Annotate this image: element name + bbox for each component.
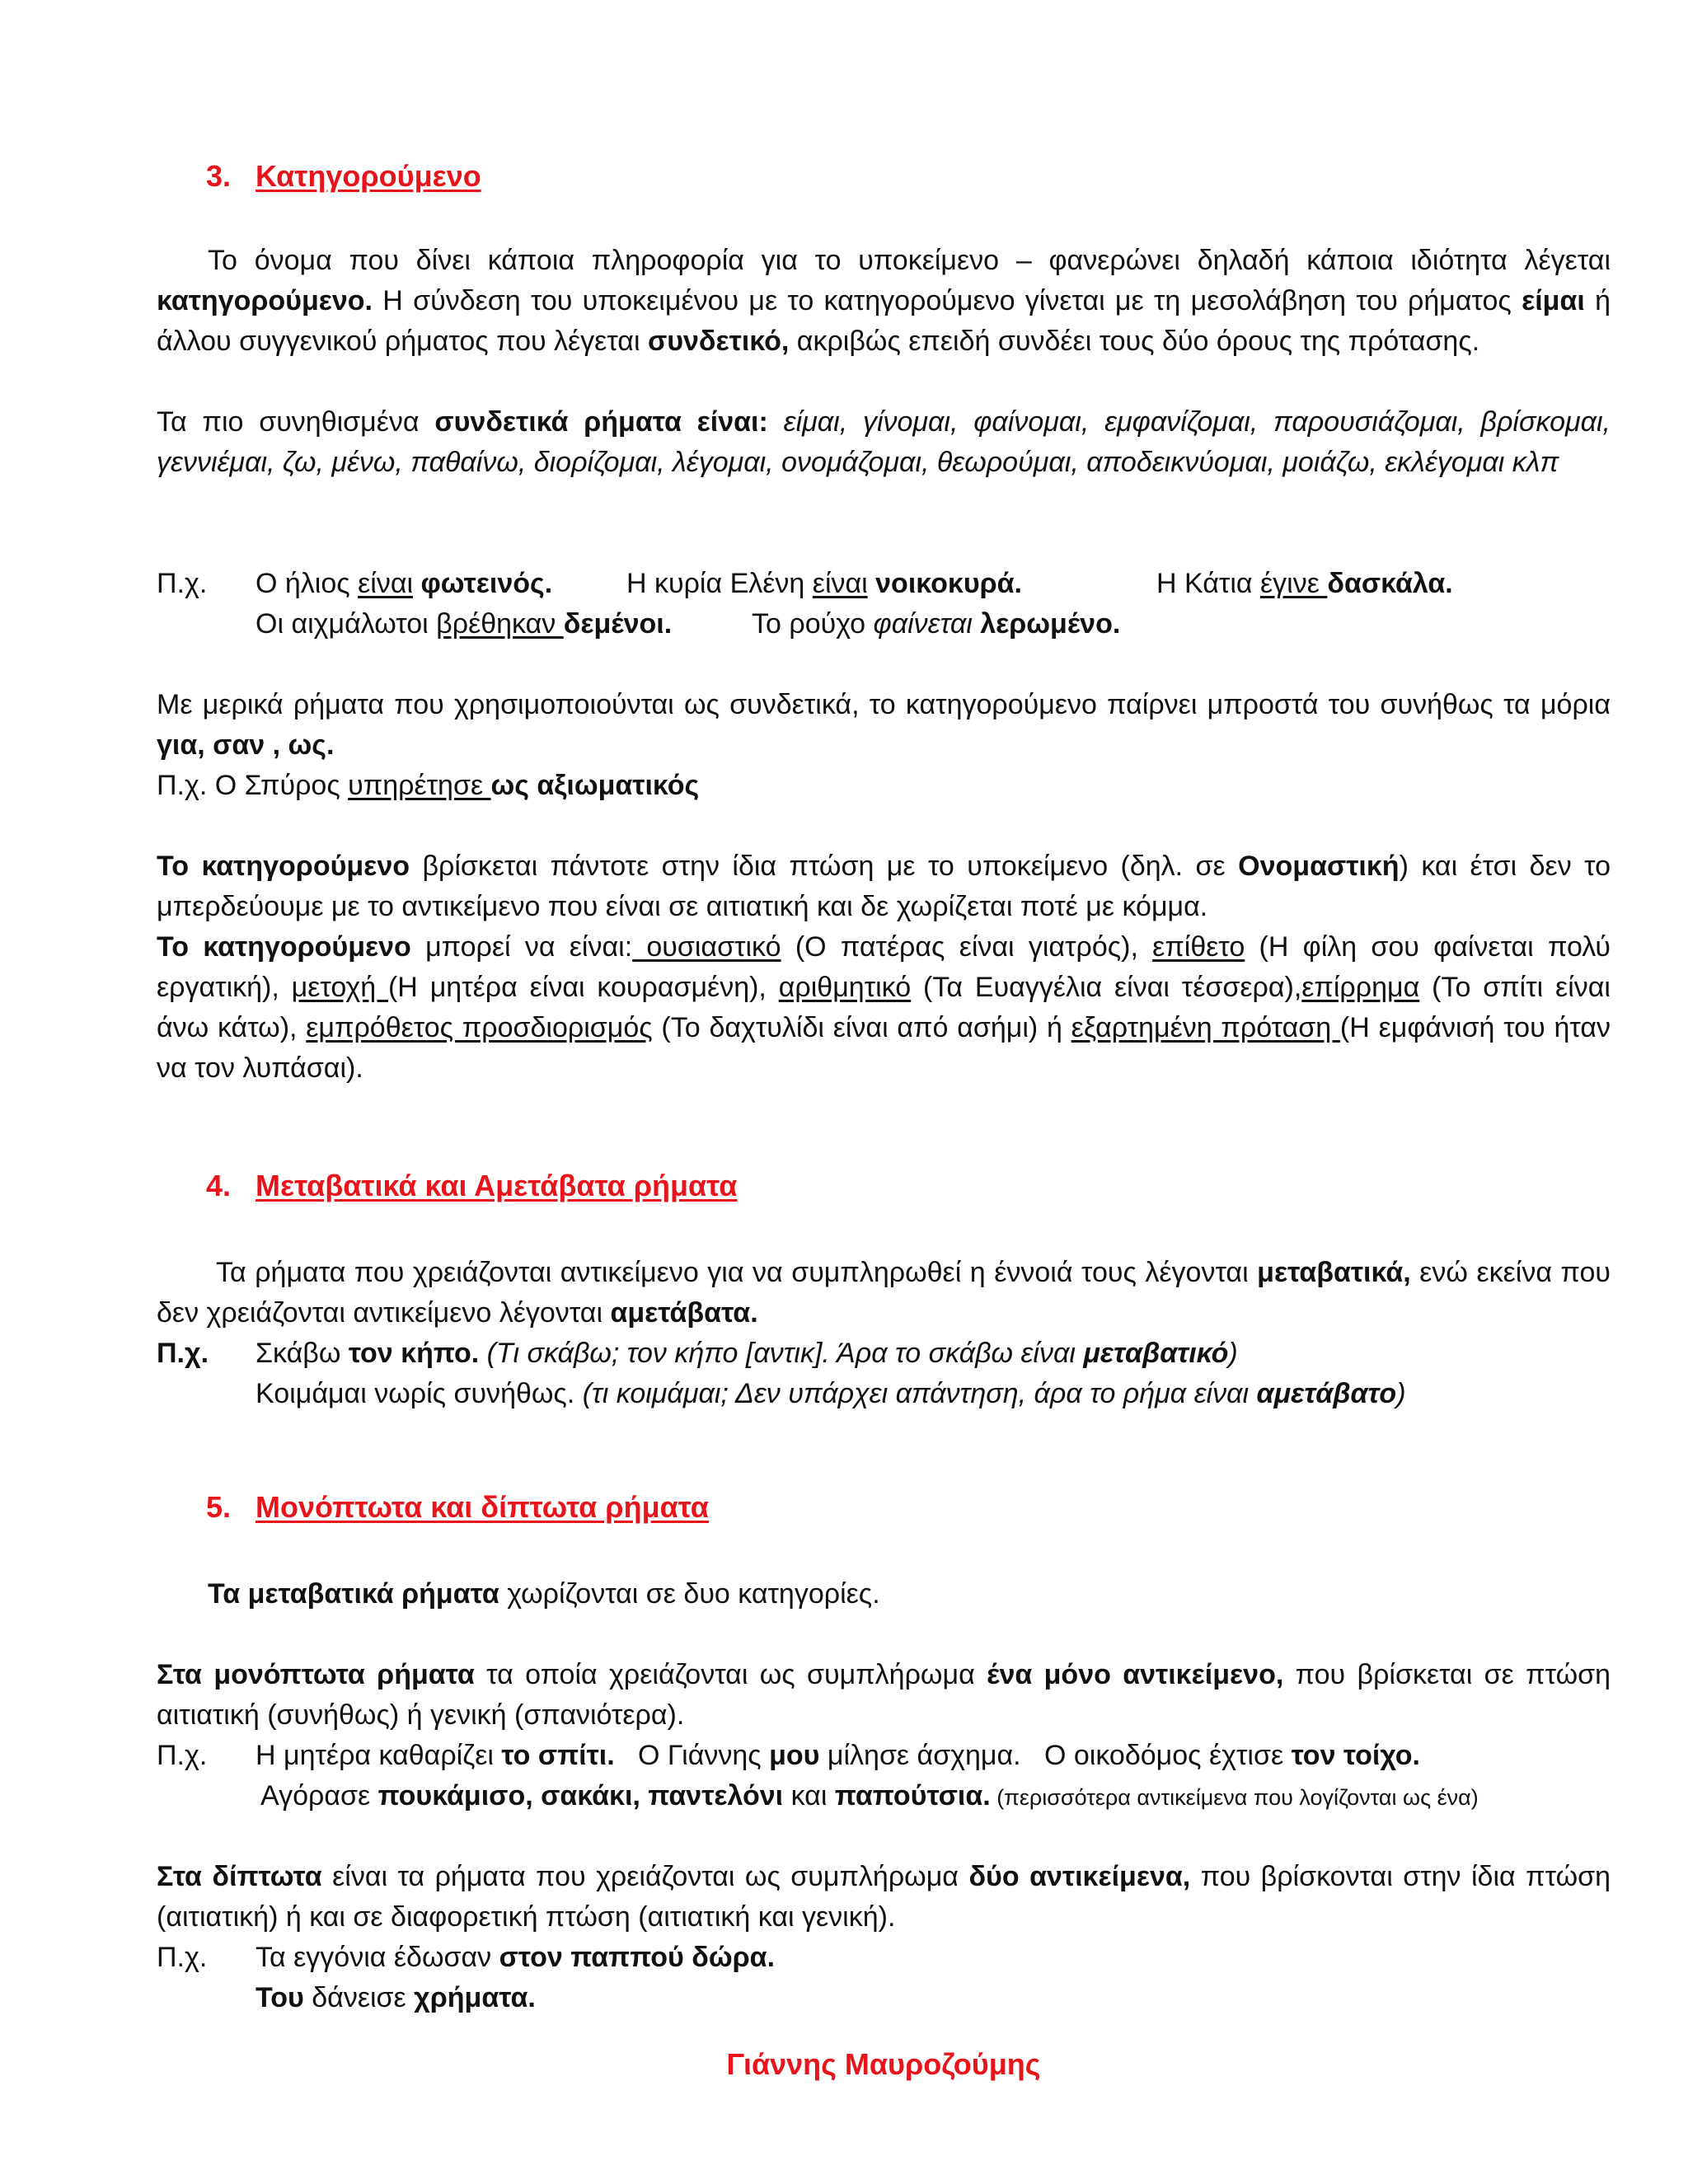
paragraph: Τα μεταβατικά ρήματα χωρίζονται σε δυο κατηγορίες. <box>208 1578 880 1610</box>
paragraph: Τα ρήματα που χρειάζονται αντικείμενο για να συμπληρωθεί η έννοιά τους λέγονται μεταβατικά, ενώ εκείνα που δεν χρειάζονται αντικείμενο λέγονται αμετάβατα. <box>157 1257 1611 1329</box>
example-label: Π.χ. <box>157 1740 208 1771</box>
section-title: Κατηγορούμενο <box>256 159 481 193</box>
example-line: Η Κάτια έγινε δασκάλα. <box>1156 568 1453 599</box>
section-title: Μεταβατικά και Αμετάβατα ρήματα <box>256 1169 738 1202</box>
section-4-heading <box>206 1169 737 1210</box>
paragraph: Στα δίπτωτα είναι τα ρήματα που χρειάζονται ως συμπλήρωμα δύο αντικείμενα, που βρίσκονται στην ίδια πτώση (αιτιατική) ή και σε διαφορετική πτώση (αιτιατική και γενική). <box>157 1861 1611 1933</box>
example-line: Η κυρία Ελένη είναι νοικοκυρά. <box>626 568 1023 599</box>
example-line: Οι αιχμάλωτοι βρέθηκαν δεμένοι. <box>256 608 673 640</box>
example-label: Π.χ. <box>157 1942 208 1973</box>
section-number: 5. <box>206 1490 232 1524</box>
example-line: Η μητέρα καθαρίζει το σπίτι. Ο Γιάννης μου μίλησε άσχημα. Ο οικοδόμος έχτισε τον τοίχο. <box>256 1740 1420 1771</box>
paragraph: Τα πιο συνηθισμένα συνδετικά ρήματα είναι: είμαι, γίνομαι, φαίνομαι, εμφανίζομαι, παρουσιάζομαι, βρίσκομαι, γεννιέμαι, ζω, μένω, παθαίνω, διορίζομαι, λέγομαι, ονομάζομαι, θεωρούμαι, αποδεικνύομαι, μοιάζω, εκλέγομαι κλπ <box>157 406 1611 478</box>
paragraph: Το κατηγορούμενο βρίσκεται πάντοτε στην ίδια πτώση με το υποκείμενο (δηλ. σε Ονομαστική) και έτσι δεν το μπερδεύουμε με το αντικείμενο που είναι σε αιτιατική και δε χωρίζεται ποτέ με κόμμα. <box>157 851 1611 922</box>
example-label: Π.χ. <box>157 1338 209 1369</box>
example-label: Π.χ. <box>157 568 208 599</box>
example-line: Τα εγγόνια έδωσαν στον παππού δώρα. <box>256 1942 776 1973</box>
section-number: 3. <box>206 159 232 193</box>
paragraph: Το κατηγορούμενο μπορεί να είναι: ουσιαστικό (Ο πατέρας είναι γιατρός), επίθετο (Η φίλη σου φαίνεται πολύ εργατική), μετοχή (Η μητέρα είναι κουρασμένη), αριθμητικό (Τα Ευαγγέλια είναι τέσσερα),επίρρημα (Το σπίτι είναι άνω κάτω), εμπρόθετος προσδιορισμός (Το δαχτυλίδι είναι από ασήμι) ή εξαρτημένη πρόταση (Η εμφάνισή του ήταν να τον λυπάσαι). <box>157 931 1611 1084</box>
example-line: Του δάνεισε χρήματα. <box>256 1982 536 2013</box>
example-line: Π.χ. Ο Σπύρος υπηρέτησε ως αξιωματικός <box>157 770 700 801</box>
section-number: 4. <box>206 1169 232 1202</box>
author-name: Γιάννης Μαυροζούμης <box>726 2047 1041 2081</box>
example-line: Σκάβω τον κήπο. (Τι σκάβω; τον κήπο [αντικ]. Άρα το σκάβω είναι μεταβατικό) <box>256 1338 1238 1369</box>
example-line: Ο ήλιος είναι φωτεινός. <box>256 568 553 599</box>
paragraph: Στα μονόπτωτα ρήματα τα οποία χρειάζονται ως συμπλήρωμα ένα μόνο αντικείμενο, που βρίσκεται σε πτώση αιτιατική (συνήθως) ή γενική (σπανιότερα). <box>157 1659 1611 1731</box>
section-5-heading <box>206 1490 709 1531</box>
section-3-heading <box>206 159 481 200</box>
example-line: Το ρούχο φαίνεται λερωμένο. <box>752 608 1121 640</box>
example-line: Αγόρασε πουκάμισο, σακάκι, παντελόνι και παπούτσια. (περισσότερα αντικείμενα που λογίζονται ως ένα) <box>260 1780 1479 1811</box>
example-line: Κοιμάμαι νωρίς συνήθως. (τι κοιμάμαι; Δεν υπάρχει απάντηση, άρα το ρήμα είναι αμετάβατο) <box>256 1378 1406 1409</box>
paragraph: Με μερικά ρήματα που χρησιμοποιούνται ως συνδετικά, το κατηγορούμενο παίρνει μπροστά του συνήθως τα μόρια για, σαν , ως. <box>157 689 1611 761</box>
paragraph: Το όνομα που δίνει κάποια πληροφορία για το υποκείμενο – φανερώνει δηλαδή κάποια ιδιότητα λέγεται κατηγορούμενο. Η σύνδεση του υποκειμένου με το κατηγορούμενο γίνεται με τη μεσολάβηση του ρήματος είμαι ή άλλου συγγενικού ρήματος που λέγεται συνδετικό, ακριβώς επειδή συνδέει τους δύο όρους της πρότασης. <box>157 245 1611 357</box>
section-title: Μονόπτωτα και δίπτωτα ρήματα <box>256 1490 709 1524</box>
